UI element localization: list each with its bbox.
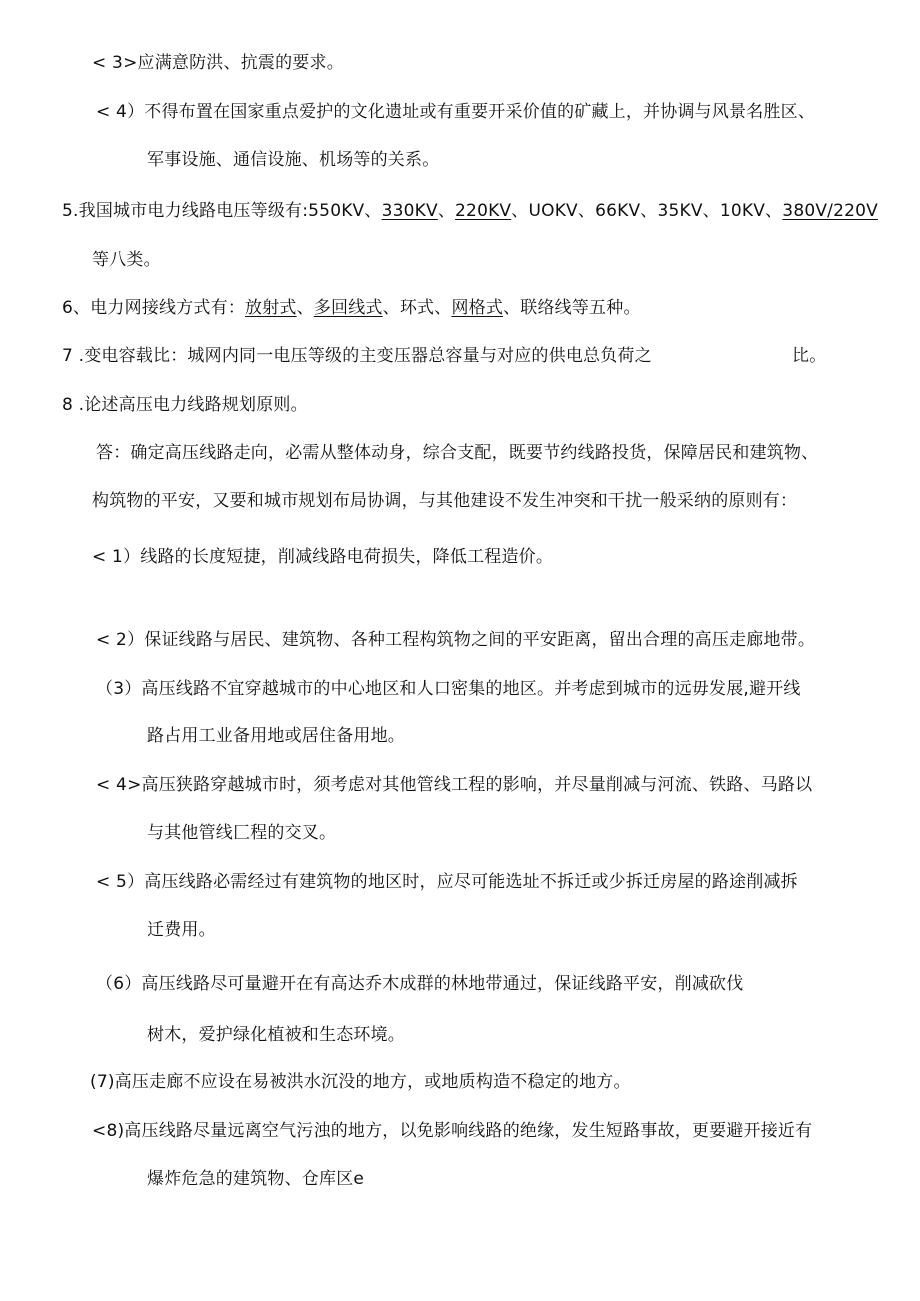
item-5-cont: 等八类。 <box>92 250 161 270</box>
principle-2: < 2）保证线路与居民、建筑物、各种工程构筑物之间的平安距离，留出合理的高压走廊地带。 <box>96 630 816 650</box>
principle-1: < 1）线路的长度短捷，削减线路电荷损失，降低工程造价。 <box>92 547 554 567</box>
item-4-3: < 3>应满意防洪、抗震的要求。 <box>92 53 344 73</box>
answer-line-1: 答：确定高压线路走向，必需从整体动身，综合支配，既要节约线路投货，保障居民和建筑物、 <box>96 443 819 463</box>
principle-4: < 4>高压狭路穿越城市时，须考虑对其他管线工程的影响，并尽量削减与河流、铁路、马路以 <box>96 775 813 795</box>
item-4-4: < 4）不得布置在国家重点爱护的文化遗址或有重要开采价值的矿藏上，并协调与风景名胜区、 <box>96 102 816 122</box>
voltage-rest: 、UOKV、66KV、35KV、10KV、 <box>511 201 783 221</box>
principle-5: < 5）高压线路必需经过有建筑物的地区时，应尽可能选址不拆迁或少拆迁房屋的路途削减拆 <box>96 872 798 892</box>
item-7: 7 .变电容载比：城网内同一电压等级的主变压器总容量与对应的供电总负荷之 <box>62 346 652 366</box>
principle-3: （3）高压线路不宜穿越城市的中心地区和人口密集的地区。并考虑到城市的远毋发展,避开线 <box>96 679 801 699</box>
answer-line-2: 构筑物的平安，又要和城市规划布局协调，与其他建设不发生冲突和干扰一般采纳的原则有： <box>92 491 798 511</box>
sep: 、 <box>437 201 456 221</box>
voltage-220kv: 220KV <box>455 201 512 221</box>
ring-type: 、环式、 <box>382 298 452 318</box>
voltage-330kv: 330KV <box>381 201 438 221</box>
item-6-prefix: 6、电力网接线方式有： <box>62 298 246 318</box>
principle-5-cont: 迁费用。 <box>147 920 216 940</box>
principle-6-cont: 树木，爱护绿化植被和生态环境。 <box>147 1025 405 1045</box>
principle-4-cont: 与其他管线匚程的交叉。 <box>147 823 337 843</box>
sep: 、 <box>296 298 314 318</box>
item-8: 8 .论述高压电力线路规划原则。 <box>62 395 308 415</box>
radial-type: 放射式 <box>245 298 297 318</box>
voltage-380v-220v: 380V/220V <box>782 201 878 221</box>
item-6-rest: 、联络线等五种。 <box>503 298 641 318</box>
principle-6: （6）高压线路尽可量避开在有高达乔木成群的林地带通过，保证线路平安，削减砍伐 <box>96 974 744 994</box>
item-6 <box>62 296 641 320</box>
item-5 <box>62 199 878 223</box>
principle-7: (7)高压走廊不应设在易被洪水沉没的地方，或地质构造不稳定的地方。 <box>90 1072 631 1092</box>
sep: 、 <box>364 201 382 221</box>
item-7-tail: 比。 <box>792 346 827 366</box>
voltage-550kv: 550KV <box>308 201 365 221</box>
principle-8-cont: 爆炸危急的建筑物、仓库区e <box>147 1169 365 1189</box>
principle-8: <8)高压线路尽量远离空气污浊的地方，以免影响线路的绝缘，发生短路事故，更要避开接近有 <box>92 1121 813 1141</box>
item-4-4-cont: 军事设施、通信设施、机场等的关系。 <box>147 150 440 170</box>
multi-circuit-type: 多回线式 <box>313 298 383 318</box>
grid-type: 网格式 <box>451 298 504 318</box>
principle-3-cont: 路占用工业备用地或居住备用地。 <box>147 726 405 746</box>
item-5-prefix: 5.我国城市电力线路电压等级有: <box>62 201 309 221</box>
